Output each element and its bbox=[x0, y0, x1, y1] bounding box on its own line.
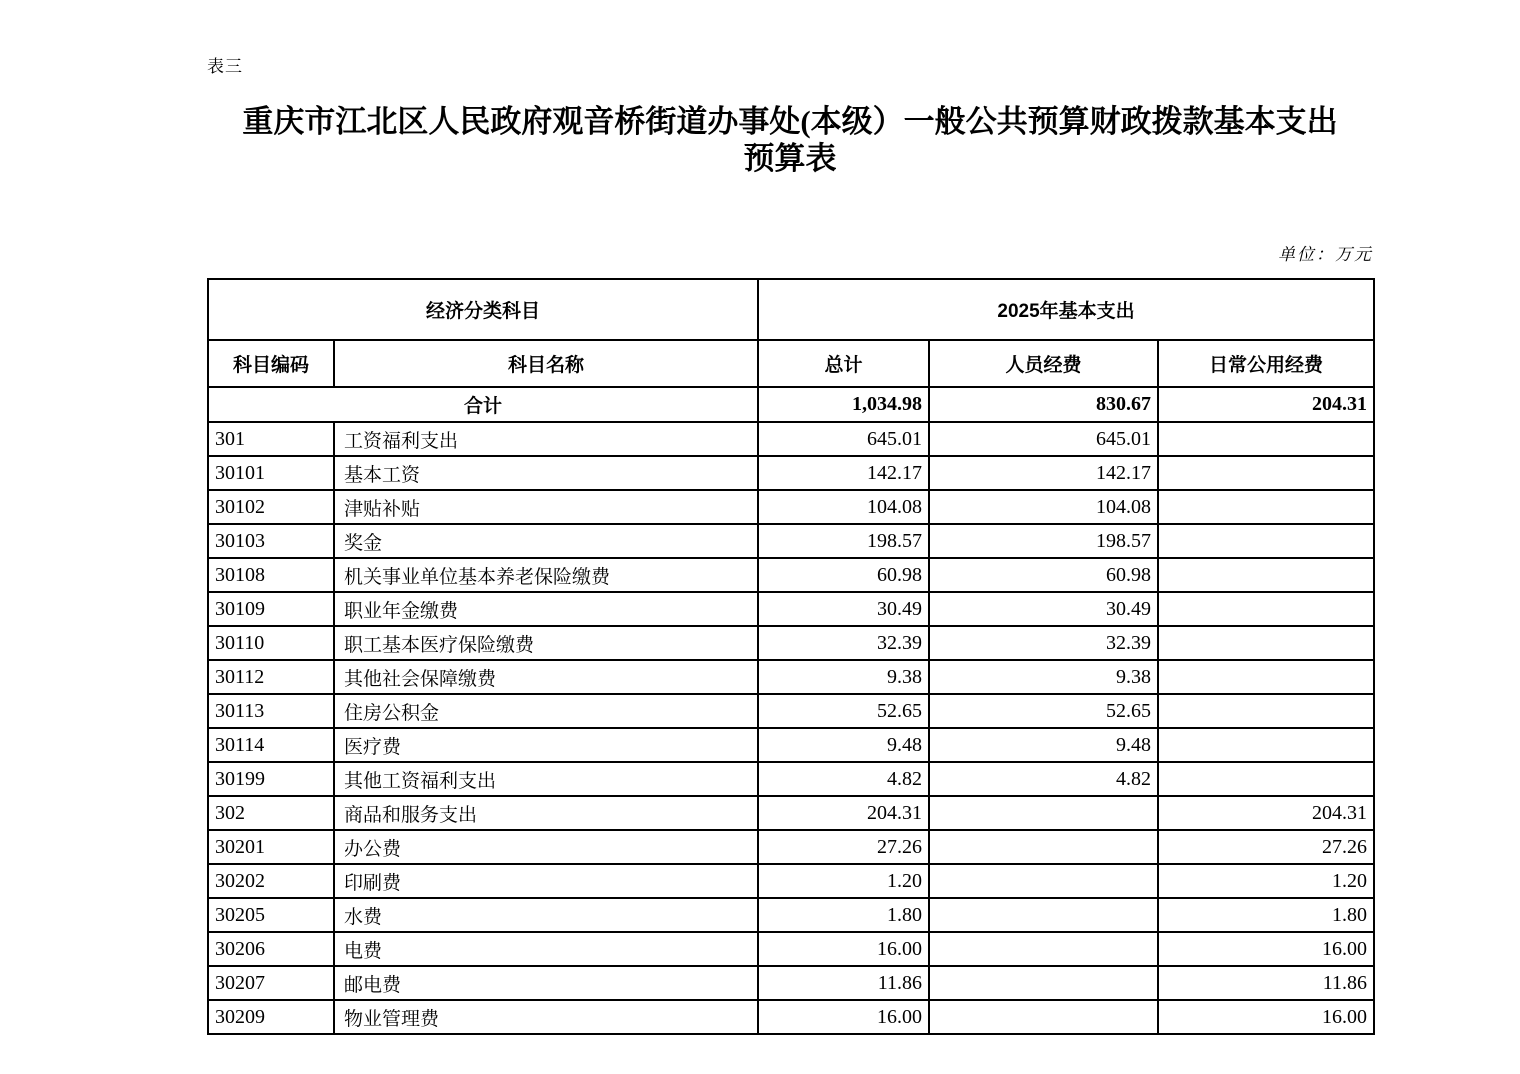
header-2025-basic-expenditure: 2025年基本支出 bbox=[758, 279, 1374, 340]
row-subject-name: 工资福利支出 bbox=[334, 422, 758, 456]
row-personnel-value: 142.17 bbox=[929, 456, 1158, 490]
row-subject-code: 30101 bbox=[208, 456, 334, 490]
row-personnel-value: 9.48 bbox=[929, 728, 1158, 762]
row-personnel-value: 645.01 bbox=[929, 422, 1158, 456]
row-personnel-value: 198.57 bbox=[929, 524, 1158, 558]
row-daily-value: 1.20 bbox=[1158, 864, 1374, 898]
row-total-value: 1.80 bbox=[758, 898, 929, 932]
table-row bbox=[208, 422, 1374, 456]
col-header-total: 总计 bbox=[758, 340, 929, 387]
header-group-row bbox=[208, 279, 1374, 340]
row-daily-value bbox=[1158, 728, 1374, 762]
row-total-value: 204.31 bbox=[758, 796, 929, 830]
table-row bbox=[208, 558, 1374, 592]
row-total-value: 16.00 bbox=[758, 932, 929, 966]
total-row-daily: 204.31 bbox=[1158, 387, 1374, 422]
row-total-value: 9.48 bbox=[758, 728, 929, 762]
row-daily-value bbox=[1158, 694, 1374, 728]
col-header-subject-name: 科目名称 bbox=[334, 340, 758, 387]
row-subject-name: 医疗费 bbox=[334, 728, 758, 762]
row-subject-name: 印刷费 bbox=[334, 864, 758, 898]
row-subject-name: 物业管理费 bbox=[334, 1000, 758, 1034]
row-personnel-value bbox=[929, 1000, 1158, 1034]
row-subject-code: 30102 bbox=[208, 490, 334, 524]
row-total-value: 104.08 bbox=[758, 490, 929, 524]
row-personnel-value bbox=[929, 898, 1158, 932]
table-row bbox=[208, 796, 1374, 830]
row-daily-value bbox=[1158, 626, 1374, 660]
row-total-value: 4.82 bbox=[758, 762, 929, 796]
row-subject-name: 邮电费 bbox=[334, 966, 758, 1000]
table-row bbox=[208, 1000, 1374, 1034]
row-subject-code: 30110 bbox=[208, 626, 334, 660]
row-subject-code: 301 bbox=[208, 422, 334, 456]
row-personnel-value: 52.65 bbox=[929, 694, 1158, 728]
row-personnel-value: 9.38 bbox=[929, 660, 1158, 694]
row-daily-value: 204.31 bbox=[1158, 796, 1374, 830]
row-subject-code: 30201 bbox=[208, 830, 334, 864]
table-row bbox=[208, 966, 1374, 1000]
row-subject-name: 办公费 bbox=[334, 830, 758, 864]
row-daily-value bbox=[1158, 456, 1374, 490]
row-subject-name: 职业年金缴费 bbox=[334, 592, 758, 626]
row-daily-value: 27.26 bbox=[1158, 830, 1374, 864]
header-economic-classification: 经济分类科目 bbox=[208, 279, 758, 340]
row-daily-value bbox=[1158, 592, 1374, 626]
total-row bbox=[208, 387, 1374, 422]
table-row bbox=[208, 490, 1374, 524]
row-subject-name: 其他工资福利支出 bbox=[334, 762, 758, 796]
row-subject-name: 商品和服务支出 bbox=[334, 796, 758, 830]
row-subject-code: 30112 bbox=[208, 660, 334, 694]
row-total-value: 645.01 bbox=[758, 422, 929, 456]
table-row bbox=[208, 762, 1374, 796]
row-subject-name: 津贴补贴 bbox=[334, 490, 758, 524]
col-header-daily-public-funds: 日常公用经费 bbox=[1158, 340, 1374, 387]
row-personnel-value: 104.08 bbox=[929, 490, 1158, 524]
table-row bbox=[208, 898, 1374, 932]
row-subject-code: 30113 bbox=[208, 694, 334, 728]
row-total-value: 9.38 bbox=[758, 660, 929, 694]
row-personnel-value: 4.82 bbox=[929, 762, 1158, 796]
row-subject-name: 职工基本医疗保险缴费 bbox=[334, 626, 758, 660]
row-subject-code: 30209 bbox=[208, 1000, 334, 1034]
row-subject-code: 30114 bbox=[208, 728, 334, 762]
row-total-value: 52.65 bbox=[758, 694, 929, 728]
row-personnel-value bbox=[929, 830, 1158, 864]
row-daily-value bbox=[1158, 490, 1374, 524]
page-title bbox=[177, 103, 1403, 177]
table-row bbox=[208, 694, 1374, 728]
row-subject-name: 住房公积金 bbox=[334, 694, 758, 728]
table-row bbox=[208, 592, 1374, 626]
budget-table bbox=[207, 278, 1375, 1035]
row-daily-value: 16.00 bbox=[1158, 932, 1374, 966]
row-subject-code: 30109 bbox=[208, 592, 334, 626]
row-daily-value bbox=[1158, 762, 1374, 796]
row-subject-name: 水费 bbox=[334, 898, 758, 932]
table-row bbox=[208, 864, 1374, 898]
row-subject-code: 30202 bbox=[208, 864, 334, 898]
row-daily-value bbox=[1158, 524, 1374, 558]
row-subject-code: 30199 bbox=[208, 762, 334, 796]
row-total-value: 27.26 bbox=[758, 830, 929, 864]
row-personnel-value bbox=[929, 966, 1158, 1000]
row-total-value: 1.20 bbox=[758, 864, 929, 898]
row-subject-code: 30103 bbox=[208, 524, 334, 558]
table-row bbox=[208, 456, 1374, 490]
row-daily-value bbox=[1158, 422, 1374, 456]
total-row-personnel: 830.67 bbox=[929, 387, 1158, 422]
row-total-value: 11.86 bbox=[758, 966, 929, 1000]
row-subject-name: 基本工资 bbox=[334, 456, 758, 490]
row-total-value: 198.57 bbox=[758, 524, 929, 558]
table-row bbox=[208, 626, 1374, 660]
row-daily-value: 1.80 bbox=[1158, 898, 1374, 932]
table-row bbox=[208, 932, 1374, 966]
row-subject-code: 30205 bbox=[208, 898, 334, 932]
row-personnel-value bbox=[929, 932, 1158, 966]
total-row-label: 合计 bbox=[208, 387, 758, 422]
table-row bbox=[208, 830, 1374, 864]
row-daily-value: 11.86 bbox=[1158, 966, 1374, 1000]
row-subject-name: 其他社会保障缴费 bbox=[334, 660, 758, 694]
row-subject-name: 奖金 bbox=[334, 524, 758, 558]
row-personnel-value bbox=[929, 864, 1158, 898]
page-title-line2: 预算表 bbox=[743, 141, 837, 176]
row-subject-name: 机关事业单位基本养老保险缴费 bbox=[334, 558, 758, 592]
row-subject-code: 30108 bbox=[208, 558, 334, 592]
page-title-line1: 重庆市江北区人民政府观音桥街道办事处(本级）一般公共预算财政拨款基本支出 bbox=[242, 104, 1338, 139]
row-total-value: 60.98 bbox=[758, 558, 929, 592]
row-daily-value bbox=[1158, 558, 1374, 592]
row-total-value: 32.39 bbox=[758, 626, 929, 660]
row-subject-name: 电费 bbox=[334, 932, 758, 966]
row-total-value: 142.17 bbox=[758, 456, 929, 490]
row-subject-code: 302 bbox=[208, 796, 334, 830]
row-subject-code: 30207 bbox=[208, 966, 334, 1000]
col-header-personnel-funds: 人员经费 bbox=[929, 340, 1158, 387]
row-personnel-value bbox=[929, 796, 1158, 830]
row-total-value: 16.00 bbox=[758, 1000, 929, 1034]
unit-note: 单位：万元 bbox=[1278, 245, 1373, 264]
row-personnel-value: 30.49 bbox=[929, 592, 1158, 626]
col-header-subject-code: 科目编码 bbox=[208, 340, 334, 387]
table-row bbox=[208, 524, 1374, 558]
header-columns-row bbox=[208, 340, 1374, 387]
row-daily-value: 16.00 bbox=[1158, 1000, 1374, 1034]
row-personnel-value: 60.98 bbox=[929, 558, 1158, 592]
row-personnel-value: 32.39 bbox=[929, 626, 1158, 660]
row-total-value: 30.49 bbox=[758, 592, 929, 626]
total-row-total: 1,034.98 bbox=[758, 387, 929, 422]
row-subject-code: 30206 bbox=[208, 932, 334, 966]
table-row bbox=[208, 660, 1374, 694]
table-row bbox=[208, 728, 1374, 762]
row-daily-value bbox=[1158, 660, 1374, 694]
table-number-label: 表三 bbox=[207, 57, 243, 76]
